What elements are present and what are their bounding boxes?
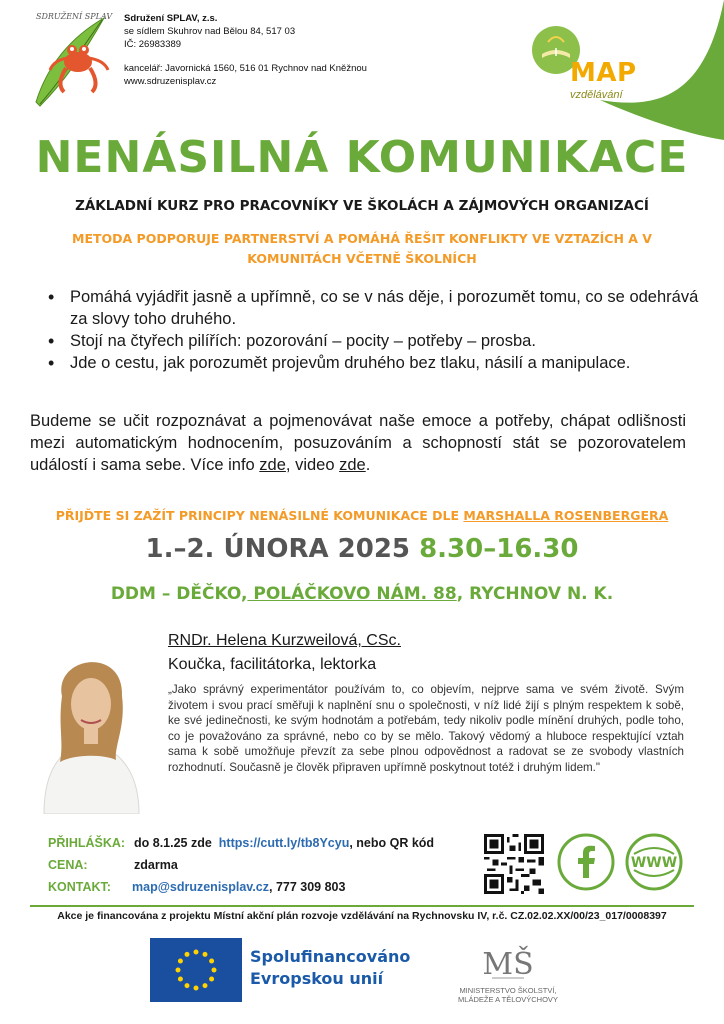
venue-address-link[interactable]: POLÁČKOVO NÁM. 88 [247, 584, 457, 604]
course-description [30, 410, 686, 476]
org-contact-block [124, 12, 367, 88]
lecturer-photo [14, 626, 164, 814]
invitation-line [0, 508, 724, 523]
invitation-text: PŘIJĎTE SI ZAŽÍT PRINCIPY NENÁSILNÉ KOMUNIKACE DLE [55, 508, 464, 523]
map-logo-subtitle: vzdělávání [570, 89, 623, 101]
www-label: WWW [630, 855, 678, 871]
price-label: CENA: [48, 858, 88, 872]
eu-flag-icon [150, 938, 242, 1002]
list-item: • Pomáhá vyjádřit jasně a upřímně, co se v nás děje, i porozumět tomu, co se odehrává za slovy toho druhého. [40, 286, 700, 330]
registration-text: do 8.1.25 zde [134, 836, 212, 850]
description-middle: , video [285, 456, 340, 474]
org-address: se sídlem Skuhrov nad Bělou 84, 517 03 [124, 26, 296, 37]
contact-label: KONTAKT: [48, 880, 111, 894]
msmt-line1: MINISTERSTVO ŠKOLSTVÍ, [459, 986, 557, 995]
description-end: . [365, 456, 371, 474]
splav-logo-text: SDRUŽENÍ SPLAV [36, 12, 113, 21]
method-description: METODA PODPORUJE PARTNERSTVÍ A POMÁHÁ ŘEŠIT KONFLIKTY VE VZTAZÍCH A V KOMUNITÁCH VČETNĚ ŠKOLNÍCH [72, 231, 652, 266]
map-logo-title: MAP [570, 58, 637, 88]
registration-note: , nebo QR kód [349, 836, 435, 850]
event-dates: 1.–2. ÚNORA 2025 [145, 534, 411, 564]
eu-cofunding-text [250, 946, 410, 990]
msmt-logo-icon [478, 940, 538, 984]
lecturer-role: Koučka, facilitátorka, lektorka [168, 656, 377, 673]
description-text: Budeme se učit rozpoznávat a pojmenovávat naše emoce a potřeby, chápat odlišnosti mezi automatickým hodnocením, posuzováním a schopností stát se pozorovatelem událostí i sama sebe. Více info [30, 412, 686, 474]
contact-row [48, 876, 434, 898]
org-ico: IČ: 26983389 [124, 39, 182, 50]
list-item: • Jde o cestu, jak porozumět projevům druhého bez tlaku, násilí a manipulace. [40, 352, 700, 374]
facebook-icon[interactable] [556, 832, 616, 892]
venue-suffix: , RYCHNOV N. K. [456, 584, 614, 604]
event-venue [0, 584, 724, 604]
lecturer-name: RNDr. Helena Kurzweilová, CSc. [168, 632, 401, 649]
price-value: zdarma [134, 858, 178, 872]
contact-phone: , 777 309 803 [269, 880, 346, 894]
funding-notice: Akce je financována z projektu Místní akční plán rozvoje vzdělávání na Rychnovsku IV, r.č. CZ.02.02.XX/00/23_017/0008397 [57, 910, 667, 922]
list-item: • Stojí na čtyřech pilířích: pozorování – pocity – potřeby – prosba. [40, 330, 700, 352]
svg-text:MŠ: MŠ [482, 947, 534, 982]
rosenberg-link[interactable]: MARSHALLA ROSENBERGERA [463, 508, 669, 523]
www-icon[interactable] [624, 832, 684, 892]
registration-link[interactable]: https://cutt.ly/tb8Ycyu [218, 836, 350, 850]
qr-code[interactable] [484, 834, 544, 894]
price-row [48, 854, 434, 876]
page-title: NENÁSILNÁ KOMUNIKACE [35, 132, 689, 183]
contact-email-link[interactable]: map@sdruzenisplav.cz [132, 880, 269, 894]
contact-block [48, 832, 434, 898]
video-link[interactable]: zde [339, 456, 366, 474]
msmt-text [438, 986, 578, 1004]
event-date [0, 534, 724, 564]
page-subtitle: ZÁKLADNÍ KURZ PRO PRACOVNÍKY VE ŠKOLÁCH A ZÁJMOVÝCH ORGANIZACÍ [75, 198, 649, 214]
msmt-line2: MLÁDEŽE A TĚLOVÝCHOVY [458, 995, 558, 1004]
splav-frog-logo [26, 10, 118, 110]
venue-prefix: DDM – DĚČKO, [110, 584, 248, 604]
registration-row [48, 832, 434, 854]
org-website[interactable]: www.sdruzenisplav.cz [124, 76, 217, 87]
info-link[interactable]: zde [259, 456, 286, 474]
lecturer-quote: „Jako správný experimentátor používám to, co objevím, nejprve sama ve svém životě. Svým životem i svou prací směřuji k naplnění snu o společnosti, v níž lidé žijí s plným respektem k sobě, ke své jedinečnosti, ke svým hodnotám a potřebám, tedy nikoliv podle mínění druhých, podle toho, co je považováno za správné, nebo co by se mělo. Takový vědomý a hluboce respektující vztah sama k sobě umožňuje převzít za sebe plnou odpovědnost a radovat se ze svobody vlastních rozhodnutí. Současně je člověk připraven upřímně poskytnout totéž i druhým lidem." [168, 683, 684, 774]
footer-divider [30, 905, 694, 907]
org-name: Sdružení SPLAV, z.s. [124, 13, 218, 24]
eu-text-line1: Spolufinancováno [250, 947, 411, 966]
eu-text-line2: Evropskou unií [250, 969, 384, 988]
benefit-list [40, 286, 700, 374]
event-time: 8.30–16.30 [419, 534, 579, 564]
registration-label: PŘIHLÁŠKA: [48, 836, 126, 850]
org-office: kancelář: Javornická 1560, 516 01 Rychnov nad Kněžnou [124, 63, 367, 74]
